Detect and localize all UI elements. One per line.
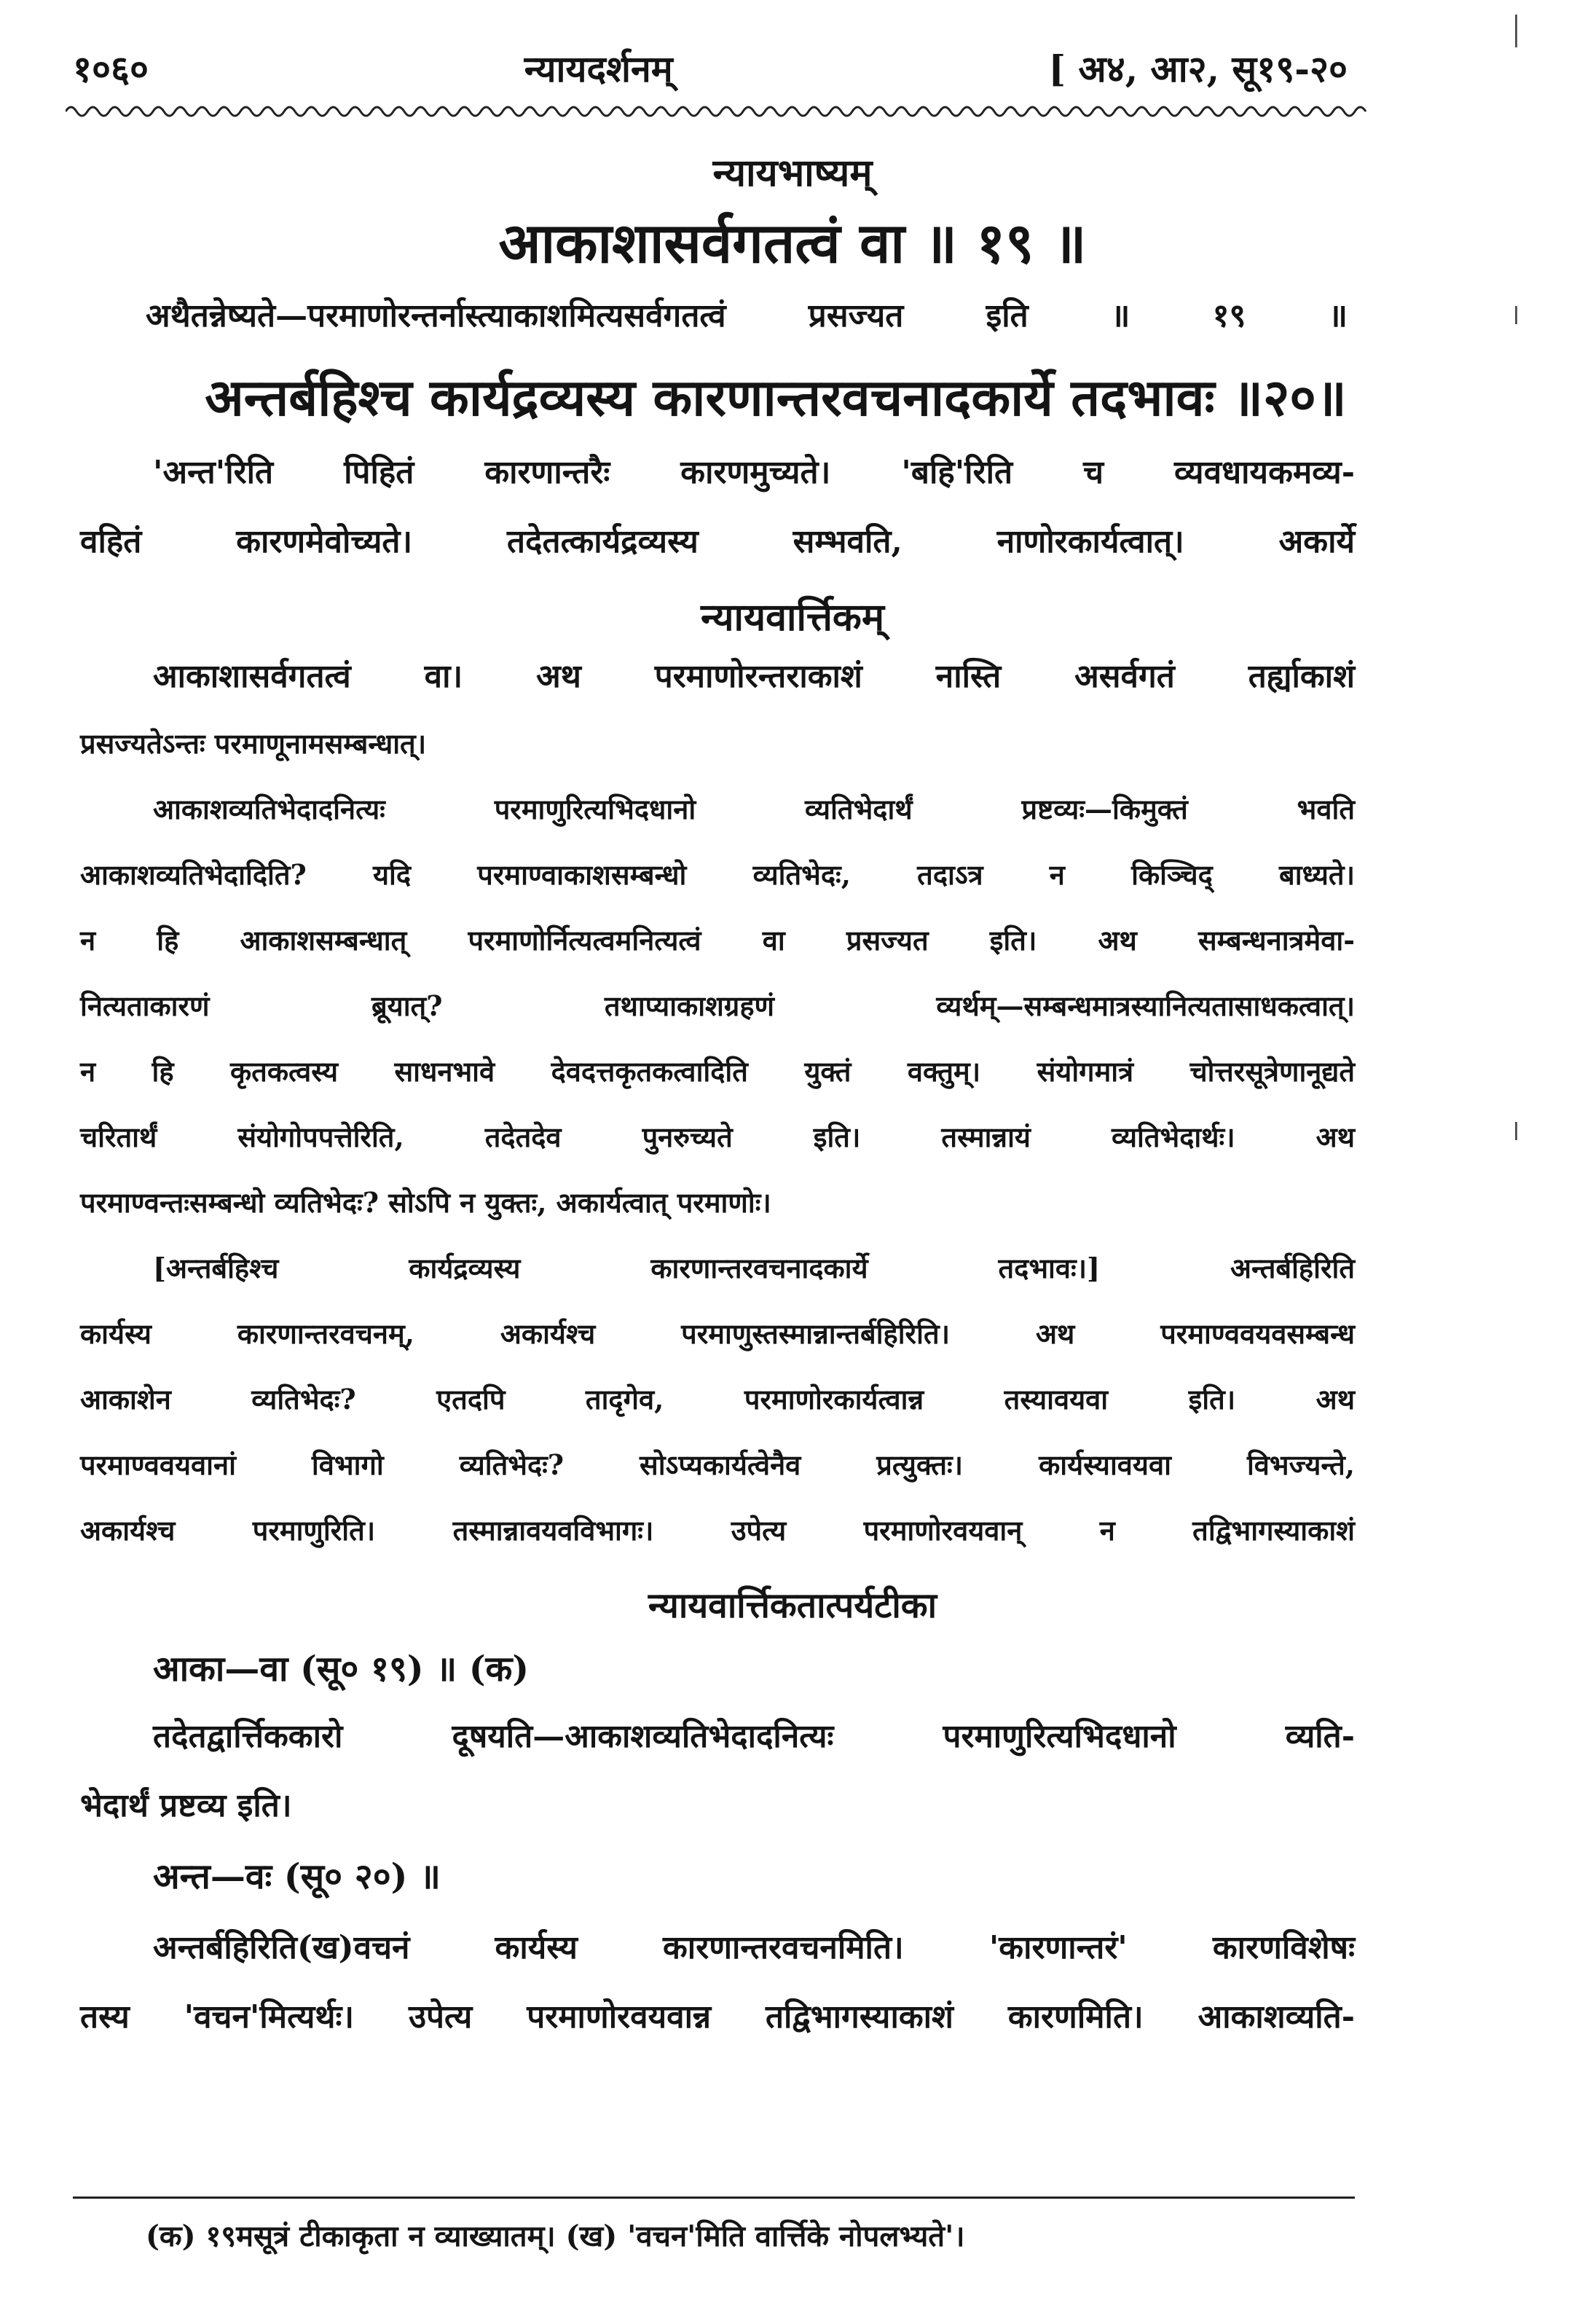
bhashya-line: वहितं कारणमेवोच्यते। तदेतत्कार्यद्रव्यस्य सम्भवति, नाणोरकार्यत्वात्। अकार्ये [80, 523, 1355, 560]
varttika-line: आकाशव्यतिभेदादनित्यः परमाणुरित्यभिदधानो व्यतिभेदार्थं प्रष्टव्यः—किमुक्तं भवति [153, 793, 1355, 825]
bhashya-heading: न्यायभाष्यम् [712, 151, 873, 195]
tika-line: आका—वा (सू० १९) ॥ (क) [153, 1649, 530, 1689]
tika-line: तदेतद्वार्त्तिककारो दूषयति—आकाशव्यतिभेदादनित्यः परमाणुरित्यभिदधानो व्यति- [153, 1718, 1355, 1755]
tika-line: भेदार्थं प्रष्टव्य इति। [80, 1787, 292, 1824]
varttika-line: आकाशेन व्यतिभेदः? एतदपि तादृगेव, परमाणोरकार्यत्वान्न तस्यावयवा इति। अथ [80, 1383, 1355, 1416]
section-reference: [ अ४, आ२, सू१९-२० [1048, 47, 1348, 90]
tika-line: तस्य 'वचन'मित्यर्थः। उपेत्य परमाणोरवयवान्न तद्विभागस्याकाशं कारणमिति। आकाशव्यति- [80, 1998, 1355, 2036]
bhashya-comment-19: अथैतन्नेष्यते—परमाणोरन्तर्नास्त्याकाशमित्यसर्वगतत्वं प्रसज्यत इति ॥ १९ ॥ [146, 297, 1348, 334]
footnote-rule [73, 2197, 1355, 2199]
varttika-line: कार्यस्य कारणान्तरवचनम्, अकार्यश्च परमाणुस्तस्मान्नान्तर्बहिरिति। अथ परमाण्ववयवसम्बन्ध [80, 1317, 1355, 1350]
varttika-line: प्रसज्यतेऽन्तः परमाणूनामसम्बन्धात्। [80, 727, 427, 760]
book-title: न्यायदर्शनम् [524, 47, 673, 90]
tika-line: अन्त—वः (सू० २०) ॥ [153, 1856, 441, 1897]
varttika-line: परमाण्वन्तःसम्बन्धो व्यतिभेदः? सोऽपि न युक्तः, अकार्यत्वात् परमाणोः। [80, 1186, 771, 1219]
tika-line: अन्तर्बहिरिति(ख)वचनं कार्यस्य कारणान्तरवचनमिति। 'कारणान्तरं' कारणविशेषः [153, 1929, 1355, 1966]
running-header [73, 35, 1348, 101]
sutra-19: आकाशासर्वगतत्वं वा ॥ १९ ॥ [498, 211, 1087, 275]
footnote: (क) १९मसूत्रं टीकाकृता न व्याख्यातम्। (ख) 'वचन'मिति वार्त्तिके नोपलभ्यते'। [146, 2219, 965, 2253]
scan-edge-mark [1515, 15, 1517, 47]
sutra-20: अन्तर्बहिश्च कार्यद्रव्यस्य कारणान्तरवचनादकार्ये तदभावः ॥२०॥ [205, 367, 1347, 428]
bhashya-line: 'अन्त'रिति पिहितं कारणान्तरैः कारणमुच्यते। 'बहि'रिति च व्यवधायकमव्य- [153, 454, 1355, 491]
wavy-divider [66, 101, 1369, 122]
varttika-heading: न्यायवार्त्तिकम् [701, 595, 884, 640]
varttika-line: आकाशव्यतिभेदादिति? यदि परमाण्वाकाशसम्बन्धो व्यतिभेदः, तदाऽत्र न किञ्चिद् बाध्यते। [80, 858, 1355, 891]
scan-edge-mark [1515, 1122, 1517, 1140]
varttika-line: परमाण्ववयवानां विभागो व्यतिभेदः? सोऽप्यकार्यत्वेनैव प्रत्युक्तः। कार्यस्यावयवा विभज्यन्ते, [80, 1448, 1355, 1481]
varttika-line: न हि कृतकत्वस्य साधनभावे देवदत्तकृतकत्वादिति युक्तं वक्तुम्। संयोगमात्रं चोत्तरसूत्रेणानूद्यते [80, 1055, 1355, 1088]
varttika-line: नित्यताकारणं ब्रूयात्? तथाप्याकाशग्रहणं व्यर्थम्—सम्बन्धमात्रस्यानित्यतासाधकत्वात्। [80, 989, 1355, 1022]
varttika-line: आकाशासर्वगतत्वं वा। अथ परमाणोरन्तराकाशं नास्ति असर्वगतं तर्ह्याकाशं [153, 658, 1355, 695]
varttika-line: चरितार्थं संयोगोपपत्तेरिति, तदेतदेव पुनरुच्यते इति। तस्मान्नायं व्यतिभेदार्थः। अथ [80, 1120, 1355, 1153]
scan-edge-mark [1515, 306, 1517, 324]
varttika-line: अकार्यश्च परमाणुरिति। तस्मान्नावयवविभागः। उपेत्य परमाणोरवयवान् न तद्विभागस्याकाशं [80, 1514, 1355, 1547]
page-number: १०६० [73, 47, 149, 90]
varttika-line: न हि आकाशसम्बन्धात् परमाणोर्नित्यत्वमनित्यत्वं वा प्रसज्यत इति। अथ सम्बन्धनात्रमेवा- [80, 924, 1355, 957]
tika-heading: न्यायवार्त्तिकतात्पर्यटीका [648, 1585, 937, 1626]
varttika-line: [अन्तर्बहिश्च कार्यद्रव्यस्य कारणान्तरवचनादकार्ये तदभावः।] अन्तर्बहिरिति [153, 1252, 1355, 1284]
